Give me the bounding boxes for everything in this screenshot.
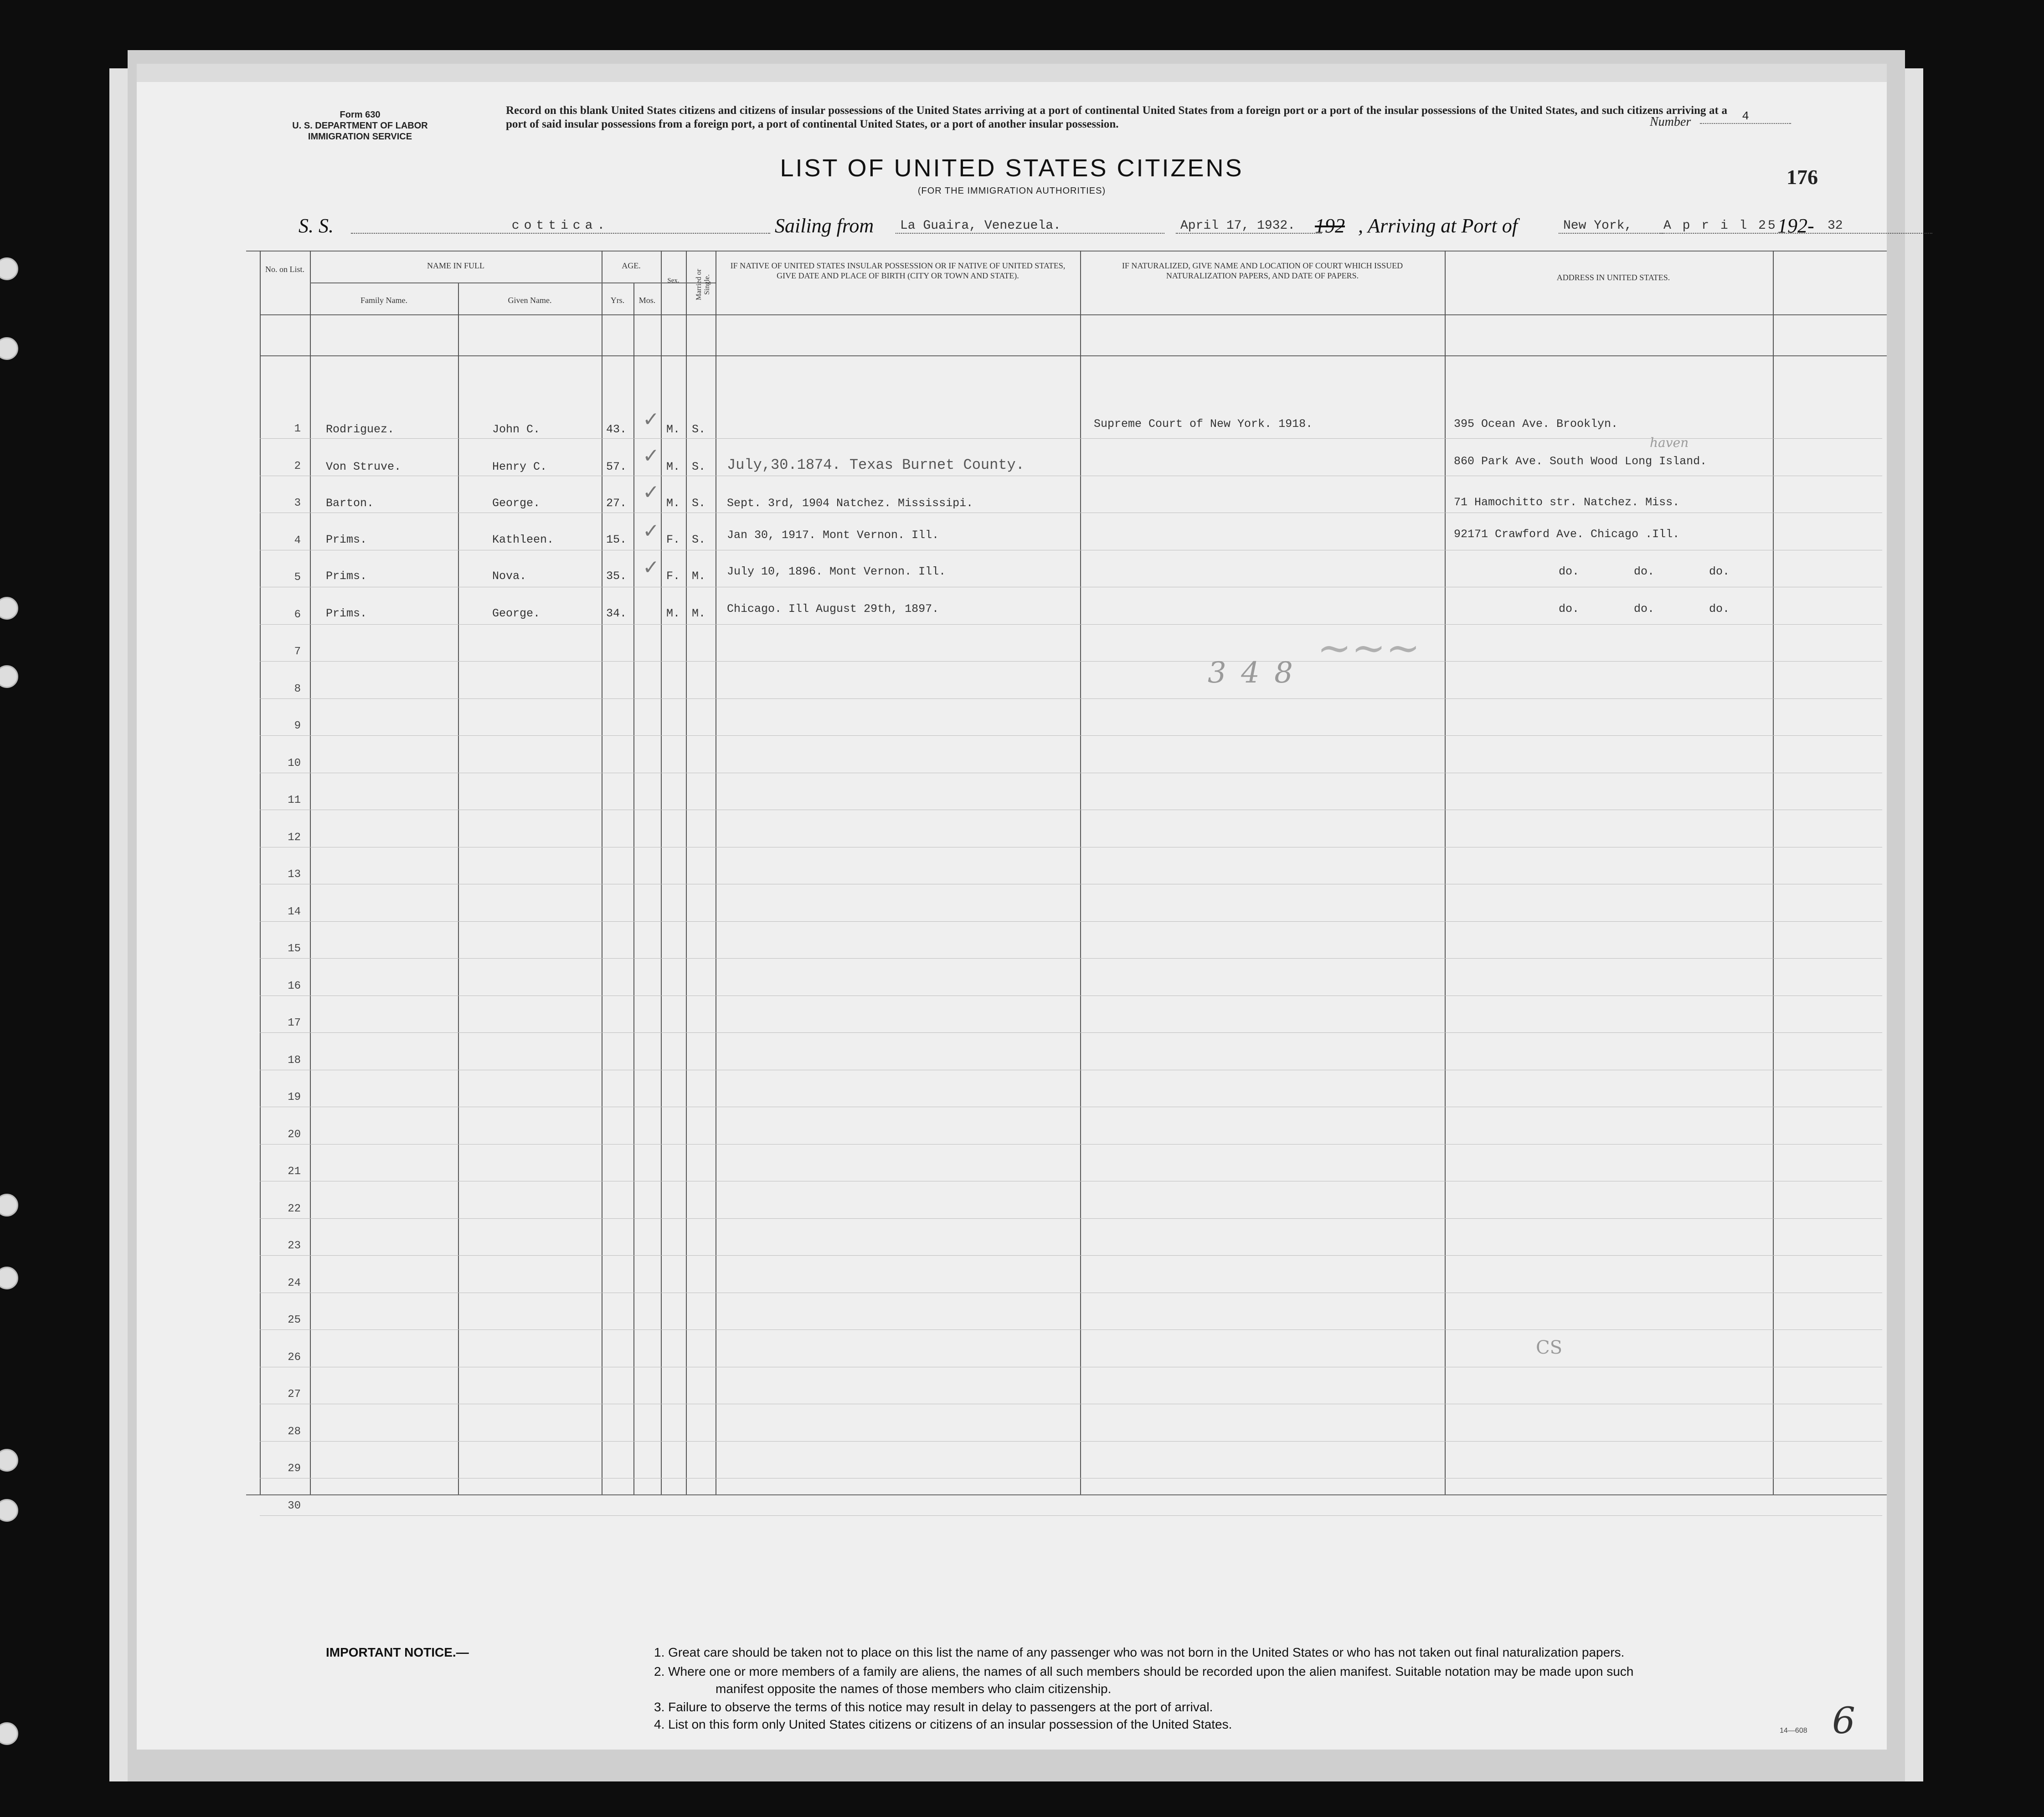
arriving-label: , Arriving at Port of: [1358, 215, 1518, 237]
manifest-page: [137, 64, 1887, 1750]
age-cell: 34.: [606, 607, 627, 620]
row-number: 25: [288, 1314, 301, 1326]
row-number: 2: [294, 460, 301, 472]
birth-cell: Chicago. Ill August 29th, 1897.: [727, 602, 939, 616]
status-cell: S.: [692, 460, 706, 473]
sailing-year-print: 192: [1315, 215, 1345, 237]
row-number: 24: [288, 1277, 301, 1289]
row-number: 29: [288, 1463, 301, 1475]
check-mark: ✓: [643, 481, 659, 504]
sailing-date: April 17, 1932.: [1176, 219, 1322, 234]
birth-cell: July 10, 1896. Mont Vernon. Ill.: [727, 565, 946, 578]
age-cell: 15.: [606, 533, 627, 546]
binder-hole: [0, 1722, 18, 1745]
sex-cell: M.: [666, 607, 680, 620]
row-number: 11: [288, 794, 301, 806]
page-number: 176: [1787, 165, 1818, 189]
form-identifier: [264, 109, 456, 142]
arrival-year-fill: 32: [1828, 219, 1843, 233]
check-mark: ✓: [643, 556, 659, 579]
given-name-cell: Henry C.: [492, 460, 547, 473]
row-rule: [260, 921, 1882, 922]
row-number: 3: [294, 497, 301, 509]
handwritten-haven: haven: [1650, 435, 1689, 450]
given-name-cell: Nova.: [492, 570, 527, 583]
row-rule: [260, 958, 1882, 959]
row-rule: [260, 1255, 1882, 1256]
row-number: 26: [288, 1351, 301, 1364]
header-married: Married or Single.: [695, 269, 711, 301]
service-name: IMMIGRATION SERVICE: [308, 132, 412, 142]
given-name-cell: Kathleen.: [492, 533, 554, 546]
family-name-cell: Prims.: [326, 607, 367, 620]
row-rule: [260, 698, 1882, 699]
header-mos: Mos.: [638, 296, 656, 305]
header-bottom-rule: [260, 314, 1887, 315]
row-number: 22: [288, 1202, 301, 1215]
age-cell: 35.: [606, 570, 627, 583]
family-name-cell: Barton.: [326, 497, 374, 510]
column-rule: [310, 251, 311, 1494]
sex-cell: M.: [666, 423, 680, 436]
binder-hole: [0, 1499, 18, 1522]
row-rule: [260, 1144, 1882, 1145]
table-top-rule: [246, 251, 1887, 252]
row-rule: [260, 661, 1882, 662]
check-mark: ✓: [643, 444, 659, 467]
binder-hole: [0, 1449, 18, 1472]
sex-cell: M.: [666, 460, 680, 473]
family-name-cell: Prims.: [326, 570, 367, 583]
row-rule: [260, 1329, 1882, 1330]
court-cell: Supreme Court of New York. 1918.: [1094, 417, 1313, 431]
binder-hole: [0, 1194, 18, 1216]
sex-cell: M.: [666, 497, 680, 510]
notice-item-2: 2. Where one or more members of a family are aliens, the names of all such members should be recorded upon the alien manifest. Suitable notation may be made upon such: [654, 1664, 1634, 1678]
number-value: 4: [1700, 109, 1791, 124]
binder-hole: [0, 257, 18, 280]
status-cell: S.: [692, 423, 706, 436]
handwritten-number: 3 4 8: [1208, 656, 1296, 690]
family-name-cell: Prims.: [326, 533, 367, 546]
page-title: LIST OF UNITED STATES CITIZENS: [780, 154, 1244, 182]
sex-cell: F.: [666, 570, 680, 583]
header-name-in-full: NAME IN FULL: [427, 261, 484, 270]
column-rule: [686, 251, 687, 1494]
row-number: 23: [288, 1240, 301, 1252]
departure-port: La Guaira, Venezuela.: [896, 219, 1164, 234]
status-cell: M.: [692, 607, 706, 620]
row-number: 30: [288, 1499, 301, 1512]
corner-number: 6: [1832, 1699, 1855, 1742]
birth-cell: July,30.1874. Texas Burnet County.: [727, 457, 1025, 473]
row-number: 10: [288, 757, 301, 770]
notice-title: IMPORTANT NOTICE.—: [326, 1645, 469, 1659]
form-number: Form 630: [340, 110, 381, 120]
row-number: 28: [288, 1425, 301, 1438]
department-name: U. S. DEPARTMENT OF LABOR: [292, 121, 428, 131]
arrival-port: New York,: [1559, 219, 1663, 234]
address-cell: 92171 Crawford Ave. Chicago .Ill.: [1454, 528, 1680, 541]
address-cell: do. do. do.: [1559, 565, 1730, 578]
header-address: ADDRESS IN UNITED STATES.: [1556, 273, 1670, 282]
row-number: 12: [288, 831, 301, 844]
row-number: 17: [288, 1017, 301, 1029]
number-label: Number: [1650, 115, 1691, 129]
status-cell: S.: [692, 533, 706, 546]
status-cell: S.: [692, 497, 706, 510]
row-rule: [260, 735, 1882, 736]
row-number: 16: [288, 980, 301, 992]
address-cell: 395 Ocean Ave. Brooklyn.: [1454, 417, 1618, 431]
row-number: 18: [288, 1054, 301, 1067]
row-number: 5: [294, 571, 301, 584]
row-number: 13: [288, 868, 301, 881]
given-name-cell: George.: [492, 607, 541, 620]
row-number: 20: [288, 1128, 301, 1141]
birth-cell: Sept. 3rd, 1904 Natchez. Mississipi.: [727, 497, 973, 510]
status-cell: M.: [692, 570, 706, 583]
row-number: 14: [288, 905, 301, 918]
binder-hole: [0, 665, 18, 688]
check-mark: ✓: [643, 408, 659, 431]
passenger-table: [246, 251, 1887, 1513]
row-number: 1: [294, 423, 301, 435]
age-cell: 43.: [606, 423, 627, 436]
row-rule: [260, 1515, 1882, 1516]
row-number: 8: [294, 683, 301, 695]
arrival-date: A p r i l 25: [1659, 219, 1932, 234]
initials: CS: [1536, 1337, 1563, 1358]
column-rule: [260, 251, 261, 1494]
column-rule: [458, 282, 459, 1494]
ship-name: cottica.: [351, 219, 770, 234]
sex-cell: F.: [666, 533, 680, 546]
row-rule: [260, 624, 1882, 625]
header-sex: Sex.: [667, 277, 680, 284]
column-rule: [1080, 251, 1081, 1494]
binder-hole: [0, 337, 18, 360]
row-number: 21: [288, 1165, 301, 1178]
row-number: 4: [294, 534, 301, 547]
row-number: 9: [294, 720, 301, 732]
row-number: 6: [294, 608, 301, 621]
handwritten-signature: ~~~: [1317, 624, 1421, 672]
header-no: No. on List.: [265, 265, 304, 274]
top-edge: [137, 64, 1887, 82]
header-family-name: Family Name.: [360, 296, 407, 305]
row-number: 19: [288, 1091, 301, 1104]
binder-hole: [0, 1267, 18, 1289]
notice-item-4: 4. List on this form only United States citizens or citizens of an insular possession of the United States.: [654, 1717, 1232, 1731]
arrival-year-print: 192-: [1777, 215, 1814, 237]
header-birth: IF NATIVE OF UNITED STATES INSULAR POSSESSION OR IF NATIVE OF UNITED STATES, GIVE DATE AND PLACE OF BIRTH (CITY OR TOWN AND STATE).: [730, 261, 1066, 280]
row-rule: [260, 1441, 1882, 1442]
table-bottom-rule: [246, 1494, 1887, 1495]
column-rule: [1773, 251, 1774, 1494]
address-cell: 71 Hamochitto str. Natchez. Miss.: [1454, 496, 1680, 509]
form-instructions: Record on this blank United States citizens and citizens of insular possessions of the United States arriving at a port of continental United States from a foreign port or a port of the insular possessions of the United States, and such citizens arriving at a port of said insular possessions from a foreign port, a port of continental United States, or a port of another insular possession.: [506, 104, 1727, 130]
column-rule: [1445, 251, 1446, 1494]
column-rule: [633, 282, 634, 1494]
given-name-cell: John C.: [492, 423, 541, 436]
binder-hole: [0, 597, 18, 620]
age-cell: 27.: [606, 497, 627, 510]
sailing-label: Sailing from: [775, 215, 874, 237]
row-number: 7: [294, 646, 301, 658]
page-subtitle: (FOR THE IMMIGRATION AUTHORITIES): [917, 186, 1106, 196]
family-name-cell: Rodriguez.: [326, 423, 395, 436]
notice-item-3: 3. Failure to observe the terms of this notice may result in delay to passengers at the port of arrival.: [654, 1700, 1213, 1714]
notice-item-2-continued: manifest opposite the names of those members who claim citizenship.: [716, 1682, 1112, 1696]
header-given-name: Given Name.: [508, 296, 552, 305]
birth-cell: Jan 30, 1917. Mont Vernon. Ill.: [727, 529, 939, 542]
header-yrs: Yrs.: [610, 296, 625, 305]
row-rule: [260, 1218, 1882, 1219]
address-cell: do. do. do.: [1559, 602, 1730, 616]
row-number: 15: [288, 943, 301, 955]
subheader-rule: [310, 282, 716, 283]
row-rule: [260, 1032, 1882, 1033]
given-name-cell: George.: [492, 497, 541, 510]
family-name-cell: Von Struve.: [326, 460, 402, 473]
address-cell: 860 Park Ave. South Wood Long Island.: [1454, 455, 1707, 468]
header-naturalized: IF NATURALIZED, GIVE NAME AND LOCATION OF COURT WHICH ISSUED NATURALIZATION PAPERS, AND DATE OF PAPERS.: [1122, 261, 1403, 280]
column-rule: [661, 251, 662, 1494]
header-age: AGE.: [622, 261, 641, 270]
check-mark: ✓: [643, 519, 659, 543]
header-divider: [260, 355, 1887, 356]
row-number: 27: [288, 1388, 301, 1401]
form-code: 14—608: [1780, 1727, 1807, 1735]
ss-label: S. S.: [299, 215, 334, 237]
notice-item-1: 1. Great care should be taken not to place on this list the name of any passenger who was not born in the United States or who has not taken out final naturalization papers.: [654, 1645, 1625, 1659]
row-rule: [260, 438, 1882, 439]
age-cell: 57.: [606, 460, 627, 473]
